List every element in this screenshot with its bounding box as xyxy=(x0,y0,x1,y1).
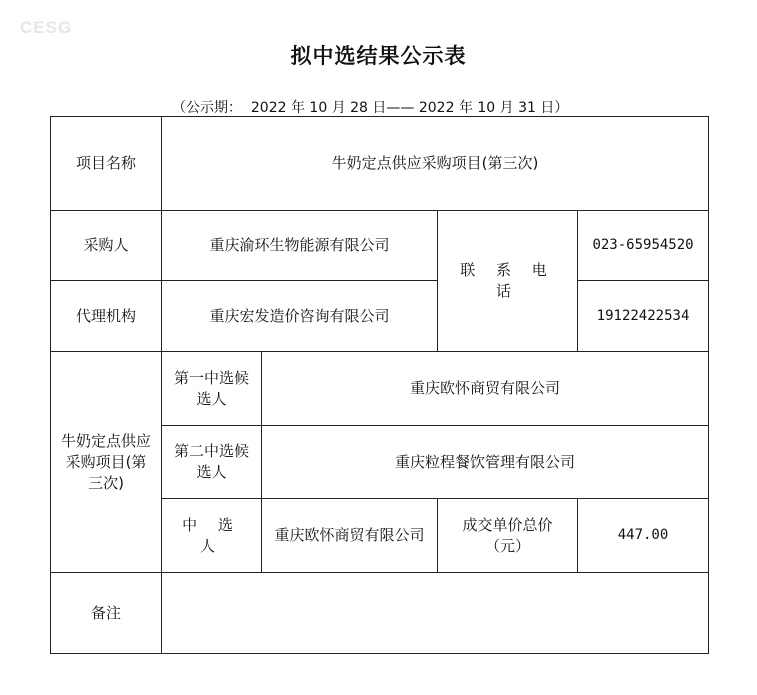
agency-phone: 19122422534 xyxy=(578,281,709,352)
table-row-candidate-1 xyxy=(51,352,709,426)
candidate-1-value: 重庆欧怀商贸有限公司 xyxy=(262,352,709,426)
table-row-agency xyxy=(51,281,709,352)
project-name-label: 项目名称 xyxy=(51,117,162,211)
candidate-2-label: 第二中选候选人 xyxy=(162,426,262,499)
candidate-1-label: 第一中选候选人 xyxy=(162,352,262,426)
table-row-project xyxy=(51,117,709,211)
winner-value: 重庆欧怀商贸有限公司 xyxy=(262,499,438,573)
agency-value: 重庆宏发造价咨询有限公司 xyxy=(162,281,438,352)
remarks-value xyxy=(162,573,709,654)
purchaser-phone: 023-65954520 xyxy=(578,211,709,281)
contact-phone-label: 联 系 电 话 xyxy=(438,211,578,352)
remarks-label: 备注 xyxy=(51,573,162,654)
candidate-2-value: 重庆粒程餐饮管理有限公司 xyxy=(262,426,709,499)
publicity-period: （公示期： 2022 年 10 月 28 日—— 2022 年 10 月 31 日） xyxy=(172,100,569,116)
purchaser-value: 重庆渝环生物能源有限公司 xyxy=(162,211,438,281)
price-label: 成交单价总价（元） xyxy=(438,499,578,573)
watermark-logo: CESG xyxy=(20,18,73,37)
section-label: 牛奶定点供应采购项目(第三次) xyxy=(51,352,162,573)
price-value: 447.00 xyxy=(578,499,709,573)
agency-label: 代理机构 xyxy=(51,281,162,352)
purchaser-label: 采购人 xyxy=(51,211,162,281)
table-row-purchaser xyxy=(51,211,709,281)
page-title: 拟中选结果公示表 xyxy=(290,44,467,68)
table-row-remarks xyxy=(51,573,709,654)
winner-label: 中 选 人 xyxy=(162,499,262,573)
project-name-value: 牛奶定点供应采购项目(第三次) xyxy=(162,117,709,211)
result-table xyxy=(50,116,709,654)
